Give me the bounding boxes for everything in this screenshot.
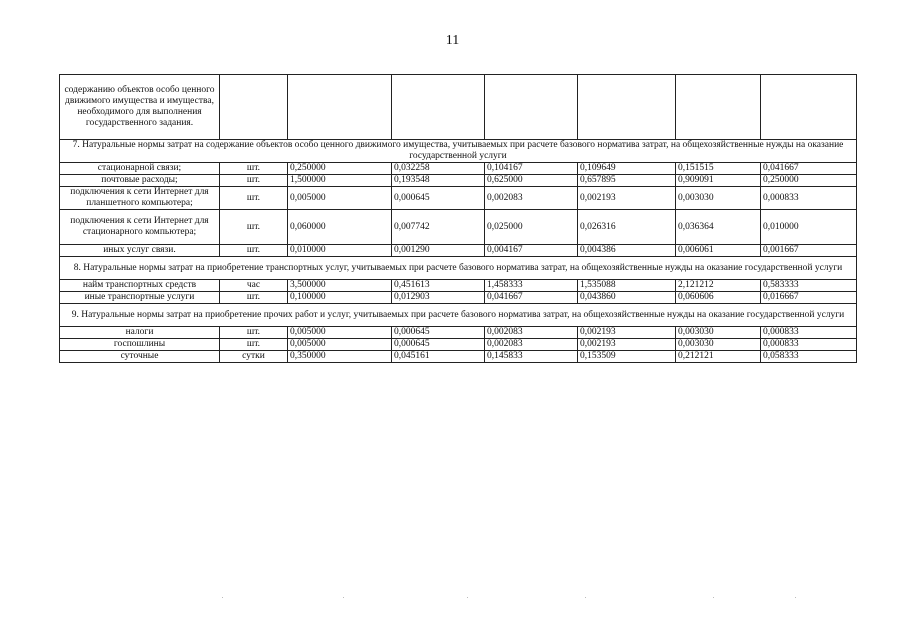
value-cell: 0,145833 <box>485 351 578 363</box>
empty-cell <box>676 75 761 140</box>
table-row <box>60 292 857 304</box>
row-name-cell: подключения к сети Интернет для стационарного компьютера; <box>60 210 220 245</box>
unit-cell: шт. <box>220 187 288 210</box>
value-cell: 0,109649 <box>578 163 676 175</box>
table-row <box>60 351 857 363</box>
value-cell: 0,000645 <box>392 339 485 351</box>
value-cell: 0,012903 <box>392 292 485 304</box>
value-cell: 0,003030 <box>676 327 761 339</box>
value-cell: 0,005000 <box>288 327 392 339</box>
row-name-cell: иные транспортные услуги <box>60 292 220 304</box>
table-row <box>60 187 857 210</box>
empty-cell <box>288 75 392 140</box>
value-cell: 0,212121 <box>676 351 761 363</box>
value-cell: 0,000833 <box>761 187 857 210</box>
table-row <box>60 327 857 339</box>
value-cell: 0,026316 <box>578 210 676 245</box>
value-cell: 0,001667 <box>761 245 857 257</box>
value-cell: 0,909091 <box>676 175 761 187</box>
value-cell: 0,041667 <box>761 163 857 175</box>
value-cell: 2,121212 <box>676 280 761 292</box>
value-cell: 0,036364 <box>676 210 761 245</box>
value-cell: 1,458333 <box>485 280 578 292</box>
value-cell: 0,005000 <box>288 187 392 210</box>
value-cell: 0,002083 <box>485 327 578 339</box>
unit-cell: шт. <box>220 210 288 245</box>
value-cell: 0,006061 <box>676 245 761 257</box>
value-cell: 0,041667 <box>485 292 578 304</box>
value-cell: 0,002083 <box>485 187 578 210</box>
value-cell: 0,583333 <box>761 280 857 292</box>
value-cell: 0,350000 <box>288 351 392 363</box>
section-title: 8. Натуральные нормы затрат на приобретение транспортных услуг, учитываемых при расчете базового норматива затрат, на общехозяйственные нужды на оказание государственной услуги <box>60 257 857 280</box>
row-name-cell: иных услуг связи. <box>60 245 220 257</box>
empty-cell <box>578 75 676 140</box>
value-cell: 0,045161 <box>392 351 485 363</box>
row-name-cell: найм транспортных средств <box>60 280 220 292</box>
empty-cell <box>392 75 485 140</box>
empty-cell <box>485 75 578 140</box>
table-row <box>60 280 857 292</box>
row-name-cell: содержанию объектов особо ценного движимого имущества и имущества, необходимого для выполнения государственного задания. <box>60 75 220 140</box>
value-cell: 0,000833 <box>761 339 857 351</box>
section-title: 9. Натуральные нормы затрат на приобретение прочих работ и услуг, учитываемых при расчете базового норматива затрат, на общехозяйственные нужды на оказание государственной услуги <box>60 304 857 327</box>
row-name-cell: стационарной связи; <box>60 163 220 175</box>
unit-cell: шт. <box>220 175 288 187</box>
value-cell: 0,003030 <box>676 187 761 210</box>
table-row <box>60 175 857 187</box>
value-cell: 0,657895 <box>578 175 676 187</box>
table-row <box>60 75 857 140</box>
scan-dots <box>0 597 905 599</box>
value-cell: 1,535088 <box>578 280 676 292</box>
value-cell: 0,007742 <box>392 210 485 245</box>
value-cell: 0,002193 <box>578 339 676 351</box>
table-row <box>60 245 857 257</box>
value-cell: 0,060606 <box>676 292 761 304</box>
unit-cell: шт. <box>220 339 288 351</box>
table-row <box>60 339 857 351</box>
value-cell: 0,010000 <box>288 245 392 257</box>
value-cell: 0,000833 <box>761 327 857 339</box>
norms-table <box>59 74 857 363</box>
value-cell: 0,043860 <box>578 292 676 304</box>
table-row <box>60 163 857 175</box>
value-cell: 0,003030 <box>676 339 761 351</box>
section-header-row <box>60 140 857 163</box>
value-cell: 0,004167 <box>485 245 578 257</box>
empty-cell <box>761 75 857 140</box>
row-name-cell: госпошлины <box>60 339 220 351</box>
row-name-cell: почтовые расходы; <box>60 175 220 187</box>
section-header-row <box>60 304 857 327</box>
unit-cell: шт. <box>220 163 288 175</box>
unit-cell: шт. <box>220 292 288 304</box>
unit-cell: час <box>220 280 288 292</box>
value-cell: 0,104167 <box>485 163 578 175</box>
section-header-row <box>60 257 857 280</box>
value-cell: 0,000645 <box>392 187 485 210</box>
value-cell: 3,500000 <box>288 280 392 292</box>
value-cell: 0,625000 <box>485 175 578 187</box>
value-cell: 0,193548 <box>392 175 485 187</box>
row-name-cell: налоги <box>60 327 220 339</box>
value-cell: 1,500000 <box>288 175 392 187</box>
value-cell: 0,451613 <box>392 280 485 292</box>
row-name-cell: подключения к сети Интернет для планшетного компьютера; <box>60 187 220 210</box>
unit-cell: шт. <box>220 245 288 257</box>
row-name-cell: суточные <box>60 351 220 363</box>
unit-cell: сутки <box>220 351 288 363</box>
value-cell: 0,010000 <box>761 210 857 245</box>
value-cell: 0,032258 <box>392 163 485 175</box>
value-cell: 0,002193 <box>578 187 676 210</box>
value-cell: 0,250000 <box>288 163 392 175</box>
value-cell: 0,060000 <box>288 210 392 245</box>
table-row <box>60 210 857 245</box>
value-cell: 0,025000 <box>485 210 578 245</box>
value-cell: 0,153509 <box>578 351 676 363</box>
value-cell: 0,004386 <box>578 245 676 257</box>
value-cell: 0,016667 <box>761 292 857 304</box>
empty-cell <box>220 75 288 140</box>
unit-cell: шт. <box>220 327 288 339</box>
value-cell: 0,100000 <box>288 292 392 304</box>
page-number: 11 <box>445 33 460 48</box>
value-cell: 0,151515 <box>676 163 761 175</box>
value-cell: 0,000645 <box>392 327 485 339</box>
section-title: 7. Натуральные нормы затрат на содержание объектов особо ценного движимого имущества, учитываемых при расчете базового норматива затрат, на общехозяйственные нужды на оказание государственной услуги <box>60 140 857 163</box>
value-cell: 0,250000 <box>761 175 857 187</box>
value-cell: 0,002083 <box>485 339 578 351</box>
value-cell: 0,001290 <box>392 245 485 257</box>
value-cell: 0,058333 <box>761 351 857 363</box>
value-cell: 0,005000 <box>288 339 392 351</box>
value-cell: 0,002193 <box>578 327 676 339</box>
